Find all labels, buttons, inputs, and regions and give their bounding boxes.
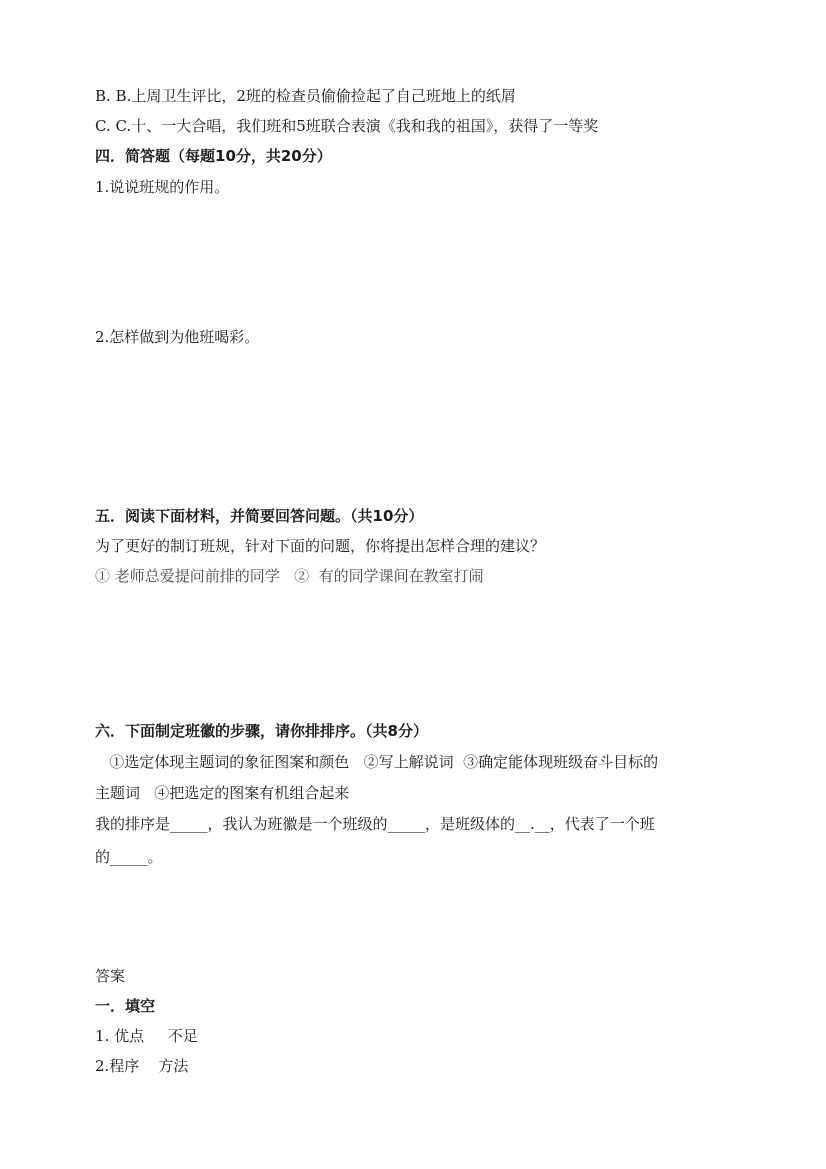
answer-section-1: 一．填空 [95, 997, 156, 1015]
question-5-prompt: 为了更好的制订班规，针对下面的问题，你将提出怎样合理的建议？ [95, 537, 546, 555]
option-b: B. B.上周卫生评比，2班的检查员偷偷捡起了自己班地上的纸屑 [95, 87, 516, 105]
section-5-title: 五．阅读下面材料，并简要回答问题。（共10分） [95, 507, 424, 525]
answer-2: 2.程序 方法 [95, 1057, 189, 1075]
question-4-1: 1.说说班规的作用。 [95, 178, 230, 196]
question-6-steps-line-1: ①选定体现主题词的象征图案和颜色 ②写上解说词 ③确定能体现班级奋斗目标的 [95, 753, 659, 771]
question-6-answer-line-2: 的_____。 [95, 848, 163, 866]
question-4-2: 2.怎样做到为他班喝彩。 [95, 328, 260, 346]
option-c: C. C.十、一大合唱，我们班和5班联合表演《我和我的祖国》，获得了一等奖 [95, 117, 599, 135]
question-5-items: ① 老师总爱提问前排的同学 ② 有的同学课间在教室打闹 [95, 567, 484, 585]
answer-1: 1. 优点 不足 [95, 1027, 198, 1045]
question-6-steps-line-2: 主题词 ④把选定的图案有机组合起来 [95, 784, 350, 802]
section-4-title: 四．简答题（每题10分，共20分） [95, 147, 332, 165]
section-6-title: 六．下面制定班徽的步骤，请你排排序。（共8分） [95, 722, 428, 740]
answer-heading: 答案 [95, 967, 126, 985]
question-6-answer-line-1: 我的排序是_____，我认为班徽是一个班级的_____，是班级体的__.__，代表了一个班 [95, 815, 655, 833]
